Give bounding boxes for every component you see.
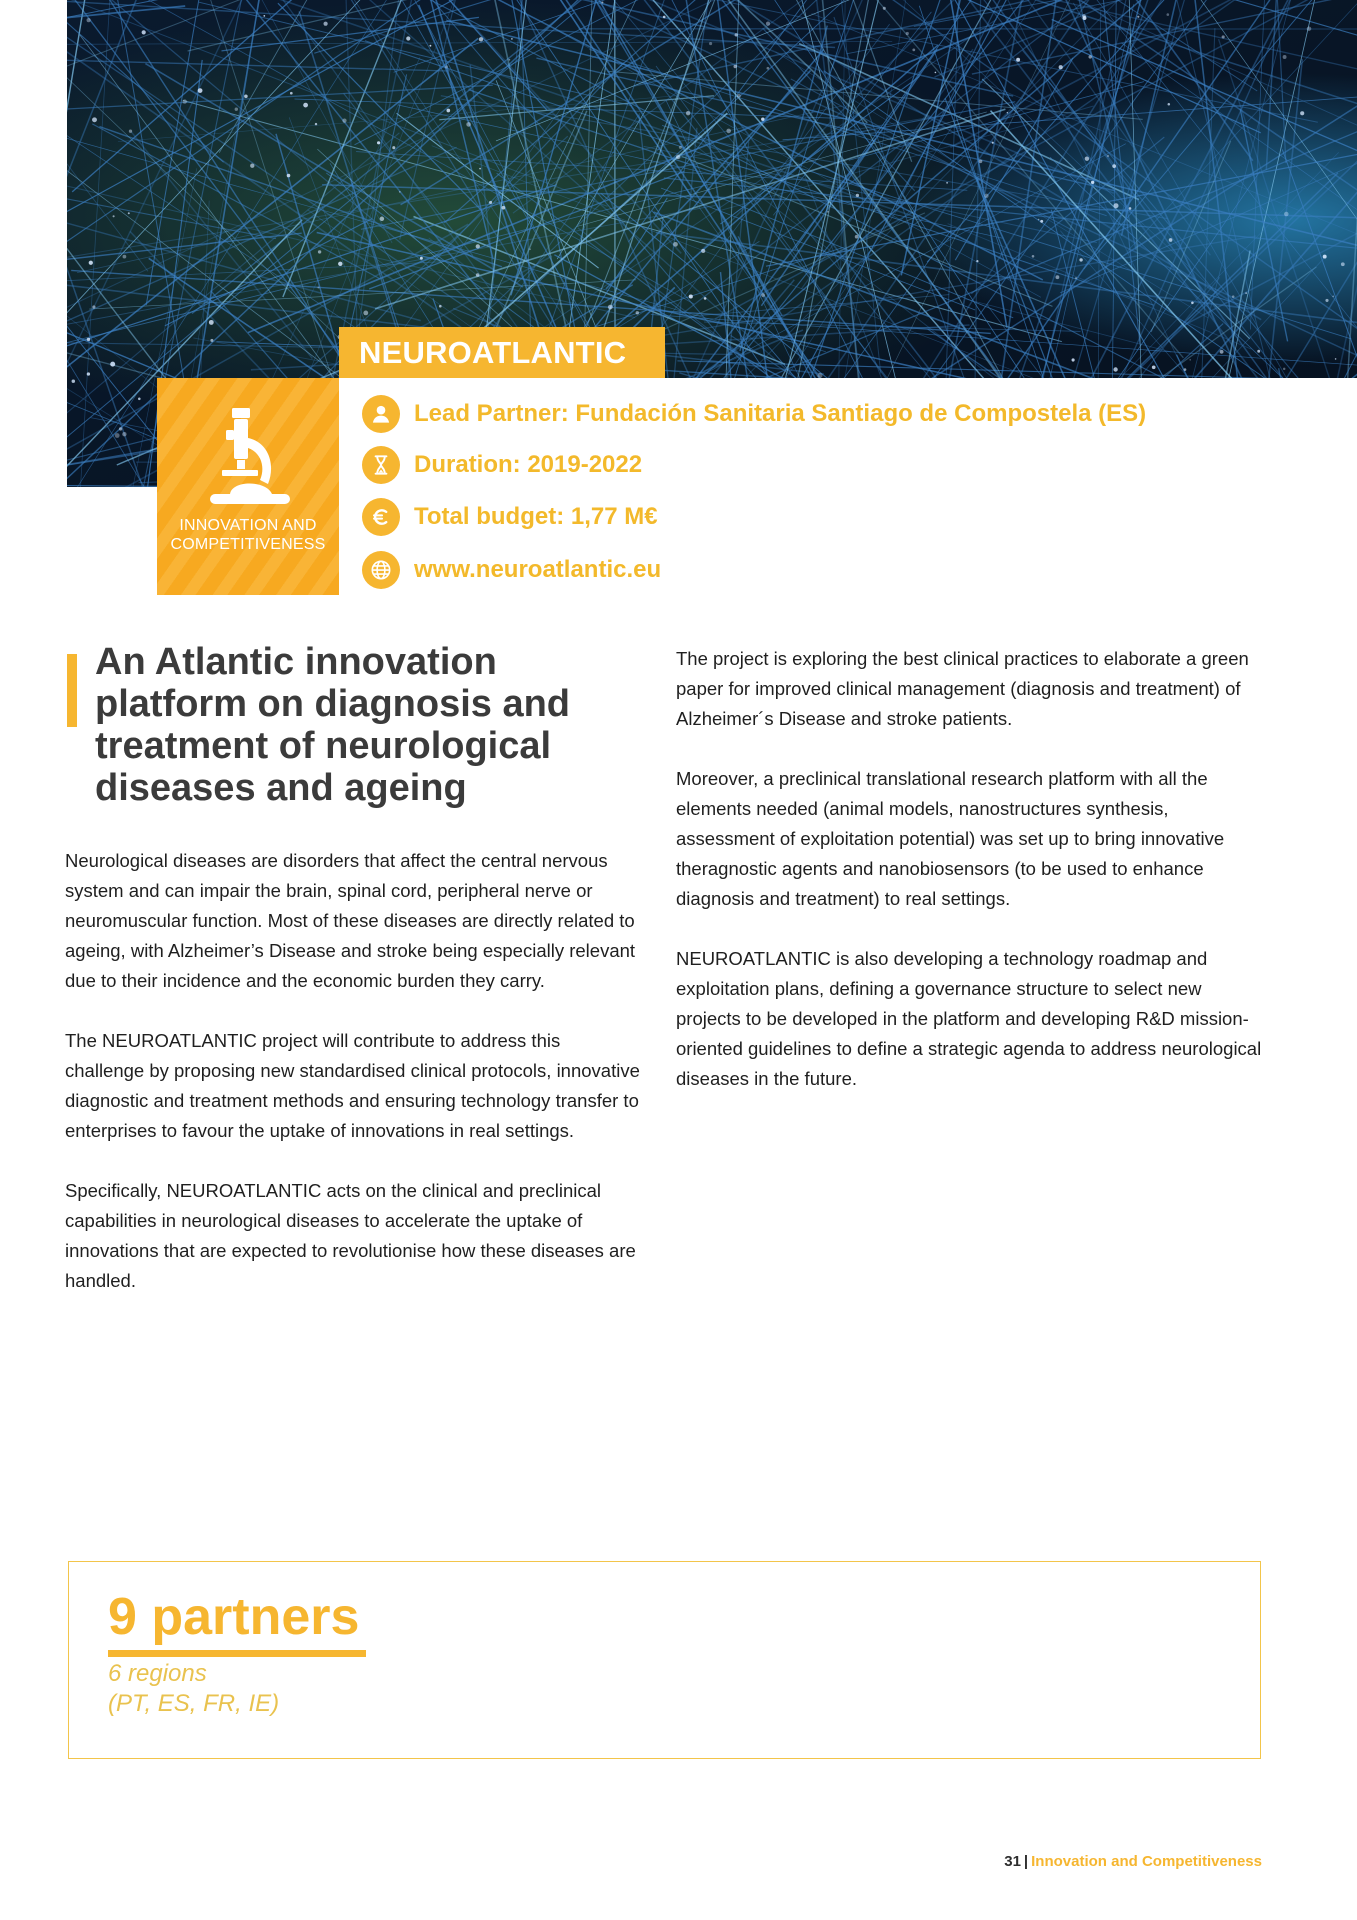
network-node — [676, 155, 680, 159]
network-node — [476, 244, 480, 248]
info-row-lead-partner — [362, 395, 1146, 433]
network-node — [1283, 55, 1287, 59]
network-node — [426, 379, 429, 382]
network-node — [209, 320, 214, 325]
body-paragraph: Moreover, a preclinical translational research platform with all the elements needed (animal models, nanostructures synthesis, assessment of exploitation potential) was set up to bring innovative theragnostic agents and nanobiosensors (to be used to enhance diagnosis and treatment) to real settings. — [676, 768, 1225, 909]
body-paragraph: The NEUROATLANTIC project will contribute to address this challenge by proposing new standardised clinical protocols, innovative diagnostic and treatment methods and ensuring technology transfer to enterprises to favour the uptake of innovations in real settings. — [65, 1030, 640, 1141]
globe-icon — [362, 551, 400, 589]
network-node — [210, 339, 213, 342]
network-node — [290, 92, 293, 95]
network-node — [761, 117, 764, 120]
network-node — [369, 379, 371, 381]
network-node — [363, 310, 368, 315]
network-node — [489, 201, 492, 204]
network-node — [1129, 207, 1132, 210]
network-node — [377, 141, 380, 144]
network-node — [1326, 467, 1329, 470]
network-node — [1250, 445, 1253, 448]
body-paragraph: NEUROATLANTIC is also developing a technology roadmap and exploitation plans, defining a governance structure to select new projects to be developed in the platform and developing R&D mission-oriented guidelines to define a strategic agenda to address neurological diseases in the future. — [676, 948, 1262, 1089]
network-node — [128, 212, 130, 214]
network-node — [198, 88, 203, 93]
network-node — [1055, 275, 1059, 279]
network-node — [351, 473, 354, 476]
network-node — [1169, 238, 1173, 242]
network-node — [1200, 439, 1203, 442]
network-node — [72, 379, 75, 382]
network-node — [1220, 350, 1224, 354]
network-node — [1088, 55, 1091, 58]
network-node — [692, 472, 695, 475]
network-node — [323, 22, 327, 26]
partners-underline — [108, 1650, 366, 1657]
network-node — [608, 305, 613, 310]
network-node — [1038, 219, 1040, 221]
network-node — [704, 297, 707, 300]
network-node — [142, 30, 146, 34]
network-node — [686, 111, 690, 115]
network-node — [1107, 155, 1109, 157]
network-node — [476, 273, 480, 277]
network-node — [1323, 255, 1327, 259]
microscope-icon — [202, 408, 294, 508]
network-node — [1079, 258, 1082, 261]
page-number: 31 — [1004, 1853, 1021, 1870]
body-paragraph: The project is exploring the best clinical practices to elaborate a green paper for improved clinical management (diagnosis and treatment) of Alzheimer´s Disease and stroke patients. — [676, 648, 1249, 729]
network-node — [601, 1, 603, 3]
network-node — [984, 194, 988, 198]
network-node — [1325, 299, 1328, 302]
network-node — [766, 22, 770, 26]
network-node — [138, 398, 141, 401]
network-node — [992, 142, 994, 144]
network-node — [502, 206, 506, 210]
network-node — [1152, 365, 1156, 369]
network-node — [1168, 103, 1171, 106]
network-node — [1007, 112, 1008, 113]
network-node — [1137, 16, 1139, 18]
network-node — [1040, 220, 1043, 223]
network-node — [761, 293, 765, 297]
network-node — [1016, 58, 1020, 62]
network-node — [1222, 35, 1225, 38]
network-node — [420, 257, 423, 260]
network-node — [636, 311, 639, 314]
network-node — [935, 72, 937, 74]
network-node — [855, 235, 859, 239]
network-node — [1083, 16, 1087, 20]
network-node — [399, 191, 401, 193]
network-node — [87, 372, 90, 375]
theme-tile — [157, 378, 339, 595]
network-node — [1085, 156, 1089, 160]
network-node — [122, 432, 126, 436]
network-node — [113, 215, 115, 217]
body-paragraph: Neurological diseases are disorders that affect the central nervous system and can impair the brain, spinal cord, peripheral nerve or neuromuscular function. Most of these diseases are directly related to ageing, with Alzheimer’s Disease and stroke being especially relevant due to their incidence and the economic burden they carry. — [65, 850, 636, 991]
partners-count: 9 partners — [108, 1588, 360, 1646]
network-node — [235, 108, 238, 111]
network-node — [1245, 292, 1246, 293]
network-node — [1032, 255, 1035, 258]
lead-partner-text: Lead Partner: Fundación Sanitaria Santiago de Compostela (ES) — [414, 400, 1147, 427]
network-node — [392, 146, 395, 149]
info-row-website — [362, 551, 661, 589]
info-row-duration — [362, 446, 642, 484]
network-node — [92, 305, 95, 308]
network-node — [735, 33, 738, 36]
euro-icon — [362, 498, 400, 536]
project-title: NEUROATLANTIC — [339, 327, 665, 378]
left-column — [65, 846, 643, 1326]
network-node — [673, 242, 678, 247]
network-node — [1300, 111, 1304, 115]
network-node — [767, 67, 770, 70]
network-node — [529, 248, 530, 249]
network-node — [303, 103, 308, 108]
footer-separator: | — [1023, 1853, 1029, 1870]
network-node — [287, 174, 291, 178]
network-node — [87, 338, 90, 341]
network-node — [701, 249, 705, 253]
network-node — [479, 37, 483, 41]
network-node — [661, 474, 664, 477]
network-node — [883, 7, 886, 10]
network-node — [726, 129, 731, 134]
network-node — [511, 38, 513, 40]
network-node — [733, 65, 736, 68]
right-column — [676, 644, 1264, 1124]
section-name: Innovation and Competitiveness — [1031, 1853, 1262, 1870]
network-node — [315, 123, 317, 125]
network-node — [865, 444, 869, 448]
network-node — [318, 250, 321, 253]
network-node — [446, 109, 450, 113]
network-node — [912, 49, 915, 52]
network-node — [439, 305, 442, 308]
body-paragraph: Specifically, NEUROATLANTIC acts on the clinical and preclinical capabilities in neurological diseases to accelerate the uptake of innovations that are expected to revolutionise how these diseases are handled. — [65, 1180, 636, 1291]
network-node — [1189, 359, 1190, 360]
network-node — [1167, 13, 1170, 16]
network-node — [1284, 212, 1289, 217]
countries-list: (PT, ES, FR, IE) — [108, 1690, 280, 1717]
user-icon — [362, 395, 400, 433]
network-node — [115, 433, 120, 438]
network-node — [406, 36, 410, 40]
network-node — [689, 294, 693, 298]
network-node — [974, 438, 978, 442]
network-node — [1184, 368, 1187, 371]
network-node — [479, 168, 481, 170]
network-node — [1114, 203, 1119, 208]
network-node — [1108, 481, 1110, 483]
network-node — [89, 261, 93, 265]
network-node — [1332, 296, 1334, 298]
duration-text: Duration: 2019-2022 — [414, 451, 643, 478]
network-node — [1307, 26, 1312, 31]
info-row-budget — [362, 498, 658, 536]
network-node — [1112, 164, 1116, 168]
budget-text: Total budget: 1,77 M€ — [414, 503, 658, 530]
network-node — [317, 286, 319, 288]
network-node — [1091, 181, 1094, 184]
network-node — [244, 95, 248, 99]
network-node — [1257, 350, 1260, 353]
network-node — [1341, 262, 1345, 266]
network-node — [679, 146, 682, 149]
network-node — [250, 164, 254, 168]
network-node — [818, 373, 823, 378]
network-node — [946, 182, 948, 184]
network-node — [466, 122, 471, 127]
network-node — [92, 117, 97, 122]
network-node — [906, 32, 909, 35]
hourglass-icon — [362, 446, 400, 484]
network-node — [509, 59, 511, 61]
regions-count: 6 regions — [108, 1660, 207, 1687]
network-node — [1287, 423, 1289, 425]
network-node — [445, 65, 448, 68]
network-node — [338, 262, 342, 266]
network-node — [663, 16, 666, 19]
network-node — [1232, 295, 1235, 298]
network-line — [1279, 368, 1324, 487]
network-node — [429, 45, 431, 47]
website-link[interactable]: www.neuroatlantic.eu — [414, 556, 662, 583]
network-node — [129, 130, 132, 133]
network-node — [380, 217, 385, 222]
network-node — [87, 18, 91, 22]
theme-label: INNOVATION AND COMPETITIVENESS — [170, 517, 326, 553]
network-node — [263, 15, 265, 17]
network-node — [119, 427, 122, 430]
network-node — [1113, 367, 1117, 371]
network-node — [976, 260, 978, 262]
network-node — [1059, 65, 1063, 69]
network-node — [1072, 358, 1075, 361]
network-node — [827, 211, 829, 213]
page-footer — [1004, 1853, 1262, 1871]
network-node — [110, 362, 115, 367]
network-node — [123, 255, 127, 259]
network-node — [1191, 302, 1194, 305]
headline-accent-bar — [67, 654, 77, 727]
article-headline: An Atlantic innovation platform on diagnosis and treatment of neurological diseases and ageing — [95, 641, 571, 809]
network-node — [1335, 358, 1337, 360]
network-node — [856, 194, 859, 197]
network-node — [979, 159, 983, 163]
network-node — [182, 99, 186, 103]
network-node — [1075, 277, 1077, 279]
network-node — [751, 471, 753, 473]
network-node — [1096, 386, 1101, 391]
partners-box — [68, 1561, 1261, 1759]
network-node — [1283, 368, 1285, 370]
network-node — [709, 42, 712, 45]
network-node — [1302, 483, 1304, 485]
network-node — [737, 94, 741, 98]
network-node — [342, 119, 346, 123]
